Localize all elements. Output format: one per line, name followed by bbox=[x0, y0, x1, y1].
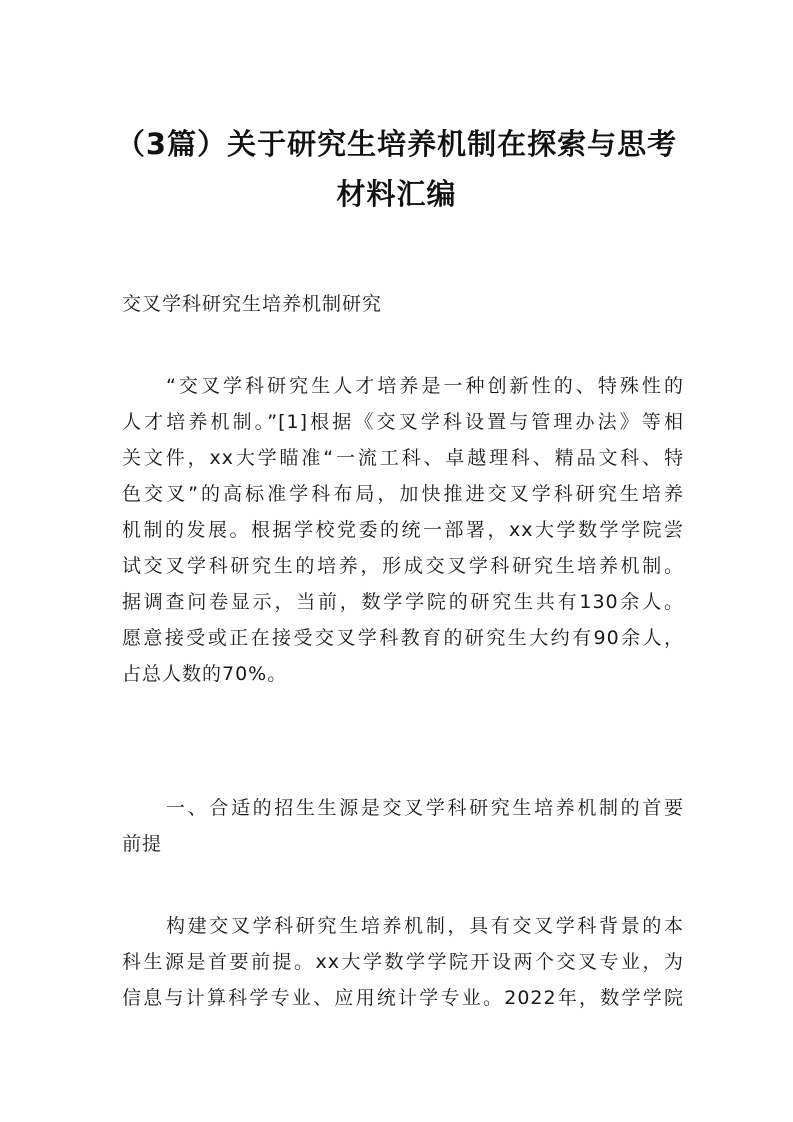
section-heading-line: 前提 bbox=[122, 833, 163, 855]
paragraph-line: 据调查问卷显示，当前，数学学院的研究生共有130余人。 bbox=[122, 591, 684, 613]
paragraph-line: 愿意接受或正在接受交叉学科教育的研究生大约有90余人， bbox=[122, 627, 684, 649]
paragraph-2 bbox=[122, 908, 684, 1016]
paragraph-line: 机制的发展。根据学校党委的统一部署，xx大学数学学院尝 bbox=[122, 519, 684, 541]
section-heading-line: 一、合适的招生生源是交叉学科研究生培养机制的首要 bbox=[166, 797, 684, 819]
paragraph-line: 占总人数的70%。 bbox=[122, 663, 288, 685]
subheading-text: 交叉学科研究生培养机制研究 bbox=[122, 293, 383, 315]
paragraph-line: 色交叉”的高标准学科布局，加快推进交叉学科研究生培养 bbox=[122, 483, 684, 505]
paragraph-1 bbox=[122, 368, 684, 692]
document-title-line-1: （3篇）关于研究生培养机制在探索与思考 bbox=[115, 127, 678, 161]
paragraph-line: 信息与计算科学专业、应用统计学专业。2022年，数学学院 bbox=[122, 987, 684, 1009]
section-heading-1 bbox=[122, 790, 684, 862]
paragraph-line: “交叉学科研究生人才培养是一种创新性的、特殊性的 bbox=[166, 375, 684, 397]
document-title-line-2: 材料汇编 bbox=[336, 177, 457, 211]
paragraph-line: 试交叉学科研究生的培养，形成交叉学科研究生培养机制。 bbox=[122, 555, 684, 577]
subheading bbox=[122, 286, 684, 322]
paragraph-line: 人才培养机制。”[1]根据《交叉学科设置与管理办法》等相 bbox=[122, 411, 684, 433]
paragraph-line: 科生源是首要前提。xx大学数学学院开设两个交叉专业，为 bbox=[122, 951, 684, 973]
paragraph-line: 关文件，xx大学瞄准“一流工科、卓越理科、精品文科、特 bbox=[122, 447, 684, 469]
paragraph-line: 构建交叉学科研究生培养机制，具有交叉学科背景的本 bbox=[166, 915, 684, 937]
